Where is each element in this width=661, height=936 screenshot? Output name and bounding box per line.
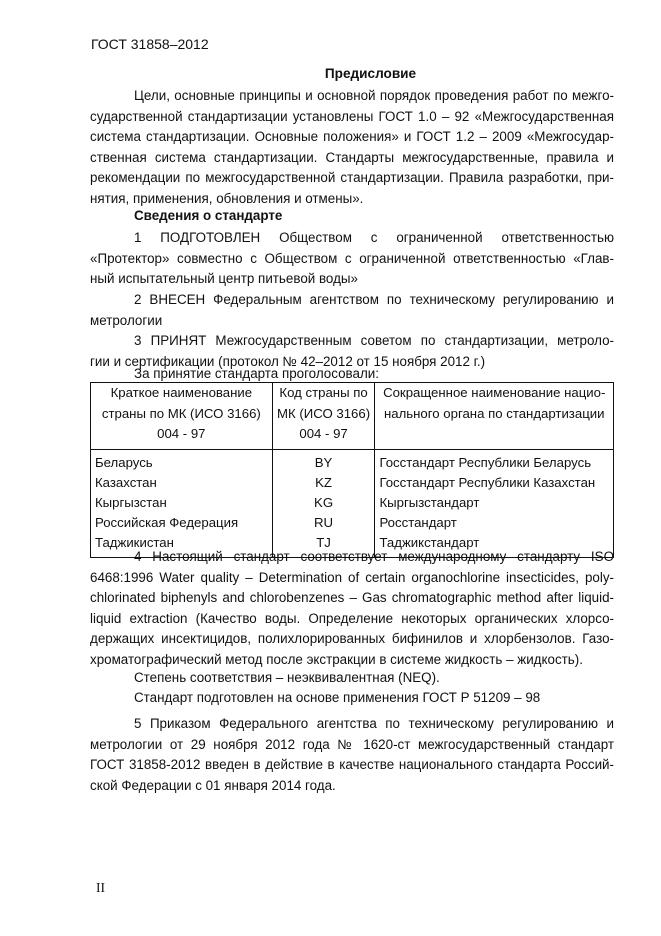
national-body: Кыргызстандарт [379,494,480,510]
text-line: сударственной стандартизации установлены ГОСТ 1.0 – 92 «Межгосударственная [90,108,614,124]
header-line: нального органа по стандартизации [383,405,605,421]
country-code-cell [272,449,375,557]
text-line: chlorinated biphenyls and chlorobenzenes – Gas chromatographic method after liquid- [90,590,614,605]
country-name-cell [91,449,273,557]
text-line: хроматографический метод после экстракции в системе жидкость – жидкость). [90,651,583,667]
text-line: 5 Приказом Федерального агентства по техническому регулированию и [134,716,614,731]
header-national-body [375,383,614,450]
item-5-paragraph [90,714,614,796]
text-line: рекомендации по межгосударственной стандартизации. Правила разработки, при- [90,170,614,185]
country-code: KZ [315,474,332,490]
text-line: гии и сертификации (протокол № 42–2012 от 15 ноября 2012 г.) [90,353,486,369]
member-states-table [90,382,614,558]
page-title: Предисловие [324,66,417,81]
text-line: 4 Настоящий стандарт соответствует международному стандарту ISO [134,549,614,564]
document-code-header: ГОСТ 31858–2012 [91,36,209,52]
text-line: ный испытательный центр питьевой воды» [90,271,358,286]
national-body: Росстандарт [379,514,457,530]
voted-text: За принятие стандарта проголосовали: [134,366,379,381]
country-name: Российская Федерация [95,514,239,530]
header-country-name [91,383,273,450]
text-line: «Протектор» совместно с Обществом с ограниченной ответственностью «Глав- [90,250,614,266]
text-line: метрологии от 29 ноября 2012 года № 1620-ст межгосударственный стандарт [90,736,614,752]
national-body: Госстандарт Республики Беларусь [379,454,592,470]
header-line: МК (ИСО 3166) [277,405,371,421]
text-line: 1 ПОДГОТОВЛЕН Обществом с ограниченной ответственностью [134,230,614,245]
table-header-row [91,383,614,450]
country-code: KG [314,494,334,510]
text-line: 3 ПРИНЯТ Межгосударственным советом по стандартизации, метроло- [134,333,614,348]
header-line: Сокращенное наименование нацио- [383,385,606,400]
country-code: TJ [316,534,331,550]
text-line: ГОСТ 31858-2012 введен в действие в качестве национального стандарта Россий- [90,757,614,772]
header-line: Код страны по [279,385,368,400]
text-line: ской Федерации с 01 января 2014 года. [90,777,336,793]
text-line: метрологии [90,312,163,328]
header-country-code [272,383,375,450]
text-line: ственная система стандартизации. Стандарты межгосударственные, правила и [90,149,614,165]
intro-paragraph [90,86,614,209]
text-line: 6468:1996 Water quality – Determination of certain organochlorine insecticides, poly- [90,569,614,585]
text-line: 2 ВНЕСЕН Федеральным агентством по техническому регулированию и [134,292,614,307]
based-on-text: Стандарт подготовлен на основе применения ГОСТ Р 51209 – 98 [134,690,541,705]
text-line: система стандартизации. Основные положения» и ГОСТ 1.2 – 2009 «Межгосудар- [90,129,614,144]
country-code: RU [314,514,334,530]
header-line: страны по МК (ИСО 3166) [101,405,261,421]
country-name: Кыргызстан [95,494,167,510]
item-4-paragraph [90,547,614,670]
text-line: liquid extraction (Качество воды. Определение некоторых органических хлорсо- [90,610,614,626]
text-line: нятия, применения, обновления и отмены». [90,190,364,206]
header-line: 004 - 97 [299,426,348,441]
item-1-paragraph [90,228,614,290]
text-line: Цели, основные принципы и основной порядок проведения работ по межго- [134,88,614,103]
national-body-cell [375,449,614,557]
page-number: II [96,880,105,895]
national-body: Таджикстандарт [379,534,480,550]
info-heading: Сведения о стандарте [134,208,283,223]
country-code: BY [314,454,333,470]
header-line: Краткое наименование [110,385,253,400]
conformity-degree: Степень соответствия – неэквивалентная (NEQ). [134,670,440,685]
text-line: держащих инсектицидов, полихлорированных бифинилов и хлорбензолов. Газо- [90,631,614,646]
item-2-paragraph [90,290,614,331]
national-body: Госстандарт Республики Казахстан [379,474,596,490]
country-name: Беларусь [95,454,153,470]
country-name: Таджикистан [95,534,174,550]
country-name: Казахстан [95,474,157,490]
header-line: 004 - 97 [157,426,206,441]
table-body-row [91,449,614,557]
